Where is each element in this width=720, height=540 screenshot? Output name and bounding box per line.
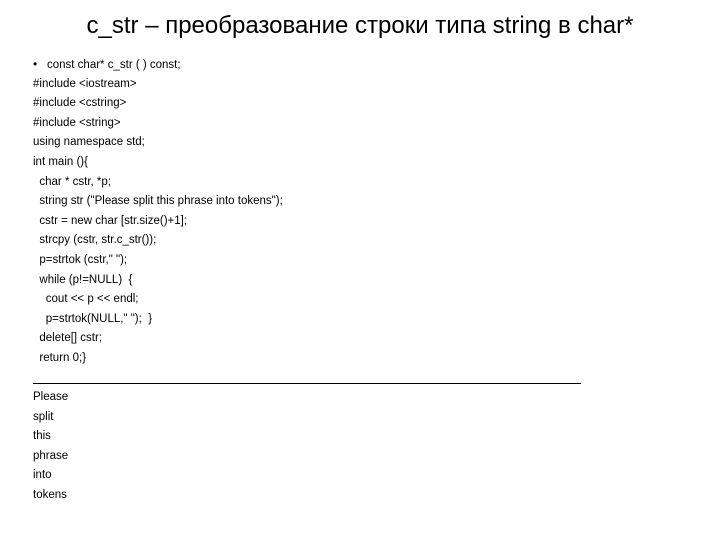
code-block bbox=[33, 75, 683, 369]
output-line: into bbox=[33, 469, 52, 482]
bullet-icon: • bbox=[33, 57, 38, 71]
code-line: delete[] cstr; bbox=[33, 332, 103, 345]
code-line: strcpy (cstr, str.c_str()); bbox=[33, 234, 157, 247]
output-line: phrase bbox=[33, 449, 69, 462]
code-line: string str ("Please split this phrase into tokens"); bbox=[33, 195, 283, 208]
bullet-item bbox=[33, 55, 683, 75]
program-output bbox=[33, 388, 683, 506]
code-line: int main (){ bbox=[33, 155, 88, 168]
slide-title: c_str – преобразование строки типа string в char* bbox=[86, 12, 634, 39]
code-line: p=strtok (cstr," "); bbox=[33, 253, 128, 266]
code-line: p=strtok(NULL," "); } bbox=[33, 312, 153, 325]
code-line: #include <iostream> bbox=[33, 77, 137, 90]
code-line: cstr = new char [str.size()+1]; bbox=[33, 214, 188, 227]
code-line: #include <cstring> bbox=[33, 97, 127, 110]
code-line: using namespace std; bbox=[33, 136, 145, 149]
output-line: Please bbox=[33, 391, 69, 404]
function-signature: const char* c_str ( ) const; bbox=[47, 59, 181, 71]
code-line: #include <string> bbox=[33, 116, 121, 129]
code-line: return 0;} bbox=[33, 351, 87, 364]
slide-content bbox=[33, 55, 683, 506]
code-line: cout << p << endl; bbox=[33, 293, 139, 306]
separator-line bbox=[33, 369, 683, 389]
output-line: this bbox=[33, 430, 51, 443]
output-line: split bbox=[33, 410, 54, 423]
code-line: char * cstr, *p; bbox=[33, 175, 111, 188]
code-line: while (p!=NULL) { bbox=[33, 273, 133, 286]
output-line: tokens bbox=[33, 489, 67, 502]
